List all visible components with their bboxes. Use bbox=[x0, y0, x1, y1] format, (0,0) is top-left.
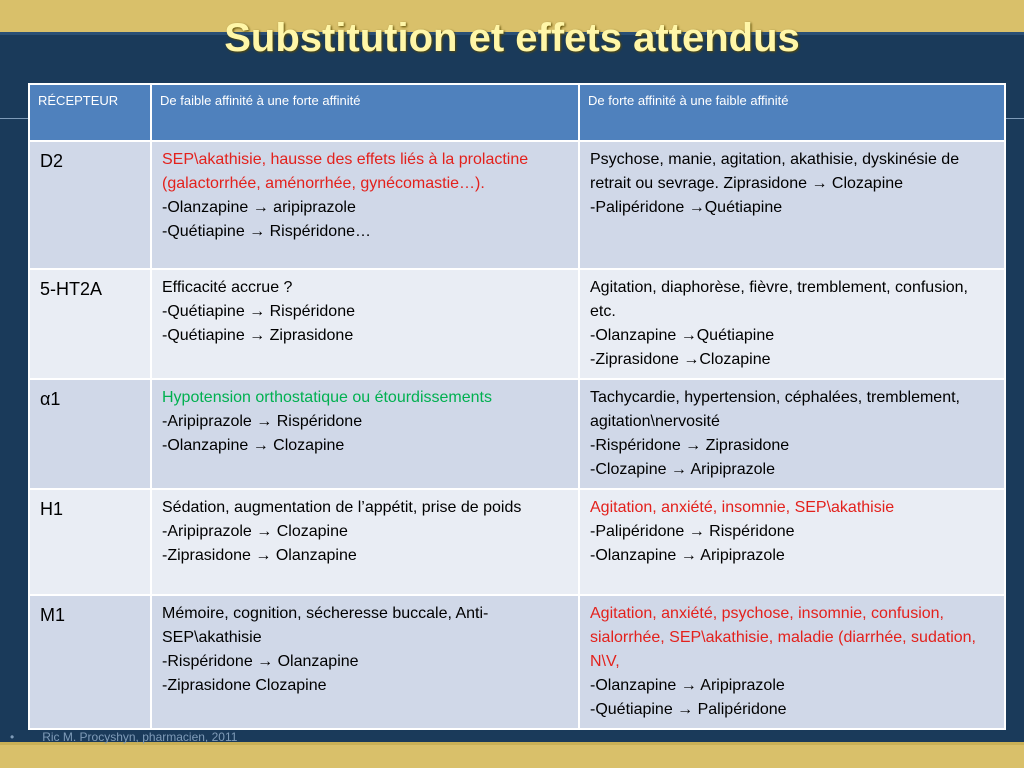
effect-text: SEP\akathisie, hausse des effets liés à la prolactine (galactorrhée, aménorrhée, gynécomastie…). bbox=[162, 151, 529, 192]
high-to-low-cell bbox=[579, 141, 1005, 269]
substitution-table bbox=[28, 83, 1006, 730]
effect-text: Agitation, anxiété, psychose, insomnie, confusion, sialorrhée, SEP\akathisie, maladie (diarrhée, sudation, N\V, bbox=[590, 605, 976, 670]
footer-citation bbox=[10, 730, 237, 744]
substitution-line: -Quétiapine → Rispéridone bbox=[162, 303, 355, 320]
header-high-to-low: De forte affinité à une faible affinité bbox=[579, 84, 1005, 141]
low-to-high-cell bbox=[151, 141, 579, 269]
receptor-cell: 5-HT2A bbox=[29, 269, 151, 379]
slide-title: Substitution et effets attendus bbox=[224, 16, 800, 60]
substitution-line: -Olanzapine → aripiprazole bbox=[162, 199, 356, 216]
substitution-line: -Palipéridone →Quétiapine bbox=[590, 199, 783, 216]
bottom-gold-band bbox=[0, 745, 1024, 768]
substitution-line: -Ziprasidone →Clozapine bbox=[590, 351, 771, 368]
receptor-cell: D2 bbox=[29, 141, 151, 269]
substitution-line: -Olanzapine → Clozapine bbox=[162, 437, 345, 454]
left-rule bbox=[0, 118, 28, 119]
low-to-high-cell bbox=[151, 269, 579, 379]
receptor-cell: α1 bbox=[29, 379, 151, 489]
right-rule bbox=[1003, 118, 1024, 119]
table-row-alpha1 bbox=[29, 379, 1005, 489]
receptor-cell: M1 bbox=[29, 595, 151, 729]
substitution-line: -Rispéridone → Olanzapine bbox=[162, 653, 359, 670]
high-to-low-cell bbox=[579, 379, 1005, 489]
substitution-line: -Aripiprazole → Clozapine bbox=[162, 523, 348, 540]
table-row-m1 bbox=[29, 595, 1005, 729]
low-to-high-cell bbox=[151, 379, 579, 489]
substitution-line: -Aripiprazole → Rispéridone bbox=[162, 413, 363, 430]
table-row-h1 bbox=[29, 489, 1005, 595]
header-receptor: RÉCEPTEUR bbox=[29, 84, 151, 141]
substitution-line: -Ziprasidone → Olanzapine bbox=[162, 547, 357, 564]
substitution-line: -Quétiapine → Rispéridone… bbox=[162, 223, 371, 240]
substitution-line: -Palipéridone → Rispéridone bbox=[590, 523, 795, 540]
effect-text: Hypotension orthostatique ou étourdissements bbox=[162, 389, 492, 406]
substitution-line: -Olanzapine → Aripiprazole bbox=[590, 547, 785, 564]
effect-text: Agitation, anxiété, insomnie, SEP\akathisie bbox=[590, 499, 895, 516]
effect-text: Sédation, augmentation de l’appétit, prise de poids bbox=[162, 499, 522, 516]
table-row-5ht2a bbox=[29, 269, 1005, 379]
low-to-high-cell bbox=[151, 489, 579, 595]
substitution-line: -Quétiapine → Palipéridone bbox=[590, 701, 787, 718]
effect-text: Agitation, diaphorèse, fièvre, tremblement, confusion, etc. bbox=[590, 279, 968, 320]
table-header-row bbox=[29, 84, 1005, 141]
low-to-high-cell bbox=[151, 595, 579, 729]
receptor-cell: H1 bbox=[29, 489, 151, 595]
substitution-line: -Quétiapine → Ziprasidone bbox=[162, 327, 354, 344]
header-low-to-high: De faible affinité à une forte affinité bbox=[151, 84, 579, 141]
substitution-line: -Rispéridone → Ziprasidone bbox=[590, 437, 790, 454]
effect-text: Mémoire, cognition, sécheresse buccale, Anti-SEP\akathisie bbox=[162, 605, 489, 646]
high-to-low-cell bbox=[579, 595, 1005, 729]
effect-text: Psychose, manie, agitation, akathisie, dyskinésie de retrait ou sevrage. Ziprasidone → Clozapine bbox=[590, 151, 960, 192]
substitution-line: -Olanzapine →Quétiapine bbox=[590, 327, 775, 344]
effect-text: Tachycardie, hypertension, céphalées, tremblement, agitation\nervosité bbox=[590, 389, 960, 430]
substitution-line: -Clozapine → Aripiprazole bbox=[590, 461, 775, 478]
substitution-line: -Ziprasidone Clozapine bbox=[162, 677, 327, 694]
high-to-low-cell bbox=[579, 269, 1005, 379]
table-row-d2 bbox=[29, 141, 1005, 269]
footer-bullet: • bbox=[10, 730, 15, 744]
high-to-low-cell bbox=[579, 489, 1005, 595]
footer-text: Ric M. Procyshyn, pharmacien, 2011 bbox=[42, 730, 238, 744]
effect-text: Efficacité accrue ? bbox=[162, 279, 293, 296]
substitution-line: -Olanzapine → Aripiprazole bbox=[590, 677, 785, 694]
